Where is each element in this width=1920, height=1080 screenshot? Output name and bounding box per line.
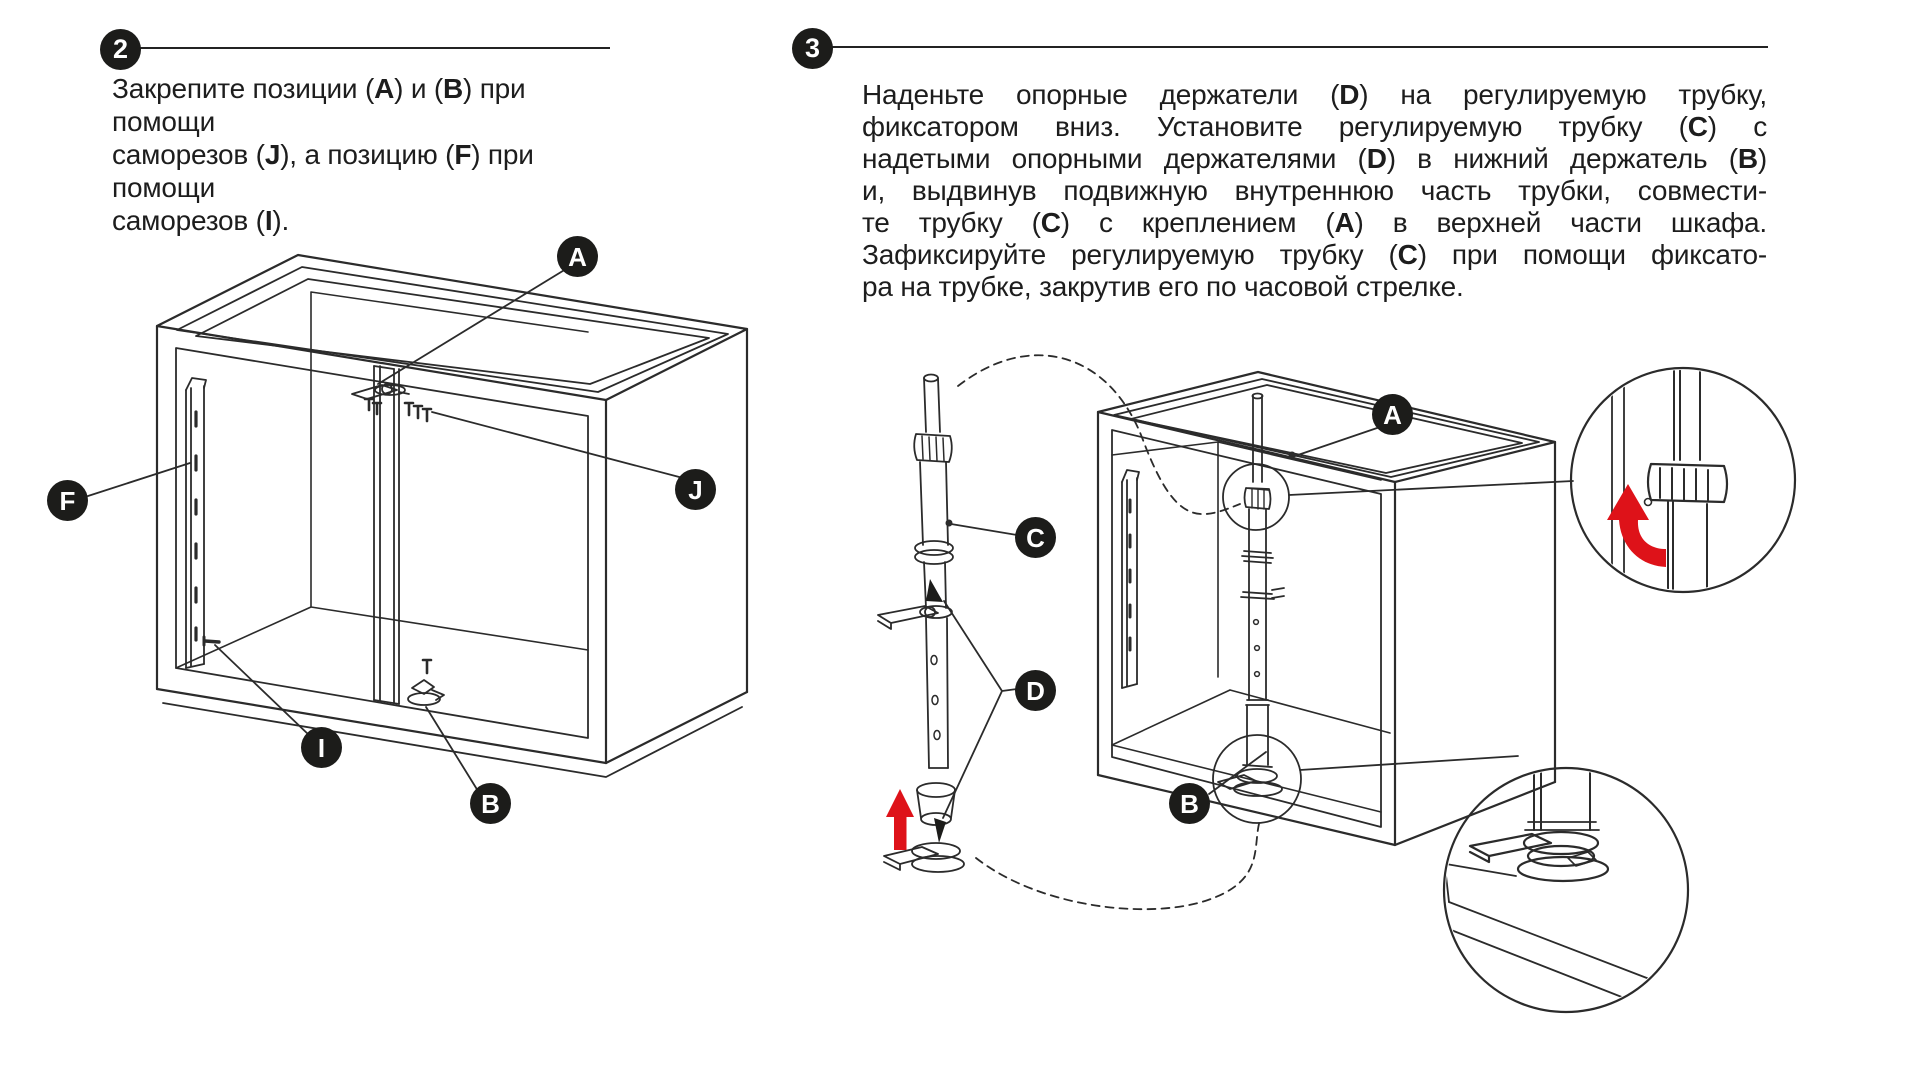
step-3-number: 3 <box>804 33 821 63</box>
part-letter: I <box>317 732 326 763</box>
instruction-line: фиксатором вниз. Установите регулируемую трубку (C) с <box>862 111 1767 142</box>
part-label-j-step2 <box>675 469 716 510</box>
part-label-b-step2 <box>470 783 511 824</box>
step-2-number: 2 <box>112 34 129 64</box>
bottom-bracket-b <box>408 660 444 705</box>
part-letter: J <box>688 474 703 505</box>
part-label-f-step2 <box>47 480 88 521</box>
step-3-instructions <box>862 79 1767 303</box>
step-2-instructions <box>112 72 617 237</box>
cabinet-right-drawing <box>1098 372 1555 845</box>
red-rotate-arrow <box>1607 484 1666 567</box>
red-up-arrow <box>886 789 914 850</box>
instruction-line: надетыми опорными держателями (D) в нижний держатель (B) <box>862 143 1767 174</box>
instruction-line: ра на трубке, закрутив его по часовой стрелке. <box>862 271 1464 302</box>
screw-i <box>204 637 219 645</box>
rail-f <box>186 378 206 668</box>
part-label-d-step3 <box>1015 670 1056 711</box>
instruction-line: Зафиксируйте регулируемую трубку (C) при помощи фиксато- <box>862 239 1767 270</box>
instruction-line: Наденьте опорные держатели (D) на регулируемую трубку, <box>862 79 1767 110</box>
part-letter: A <box>568 241 587 272</box>
part-label-i-step2 <box>301 727 342 768</box>
cabinet-left-drawing <box>157 255 747 777</box>
part-letter: F <box>59 485 76 516</box>
part-label-a-step2 <box>557 236 598 277</box>
part-letter: D <box>1026 675 1045 706</box>
part-label-c-step3 <box>1015 517 1056 558</box>
pole-assembly-c <box>914 375 953 769</box>
part-letter: C <box>1026 522 1045 553</box>
instruction-line: те трубку (C) с креплением (A) в верхней части шкафа. <box>862 207 1768 238</box>
step-2-badge <box>100 29 141 70</box>
part-label-b-step3 <box>1169 783 1210 824</box>
instruction-line: саморезов (J), а позицию (F) при помощи <box>112 139 534 203</box>
part-letter: B <box>481 788 500 819</box>
instruction-line: Закрепите позиции (A) и (B) при помощи <box>112 73 526 137</box>
detail-circle-knob <box>1571 366 1795 594</box>
part-label-a-step3 <box>1372 394 1413 435</box>
instruction-line: саморезов (I). <box>112 205 290 236</box>
rail-right <box>1122 470 1139 688</box>
part-letter: B <box>1180 788 1199 819</box>
support-holder-d <box>878 606 952 629</box>
detail-circle-foot <box>1444 766 1688 1012</box>
divider-panel <box>374 366 399 704</box>
part-letter: A <box>1383 399 1402 430</box>
step-3-badge <box>792 28 833 69</box>
instruction-line: и, выдвинув подвижную внутреннюю часть трубки, совмести- <box>862 175 1767 206</box>
